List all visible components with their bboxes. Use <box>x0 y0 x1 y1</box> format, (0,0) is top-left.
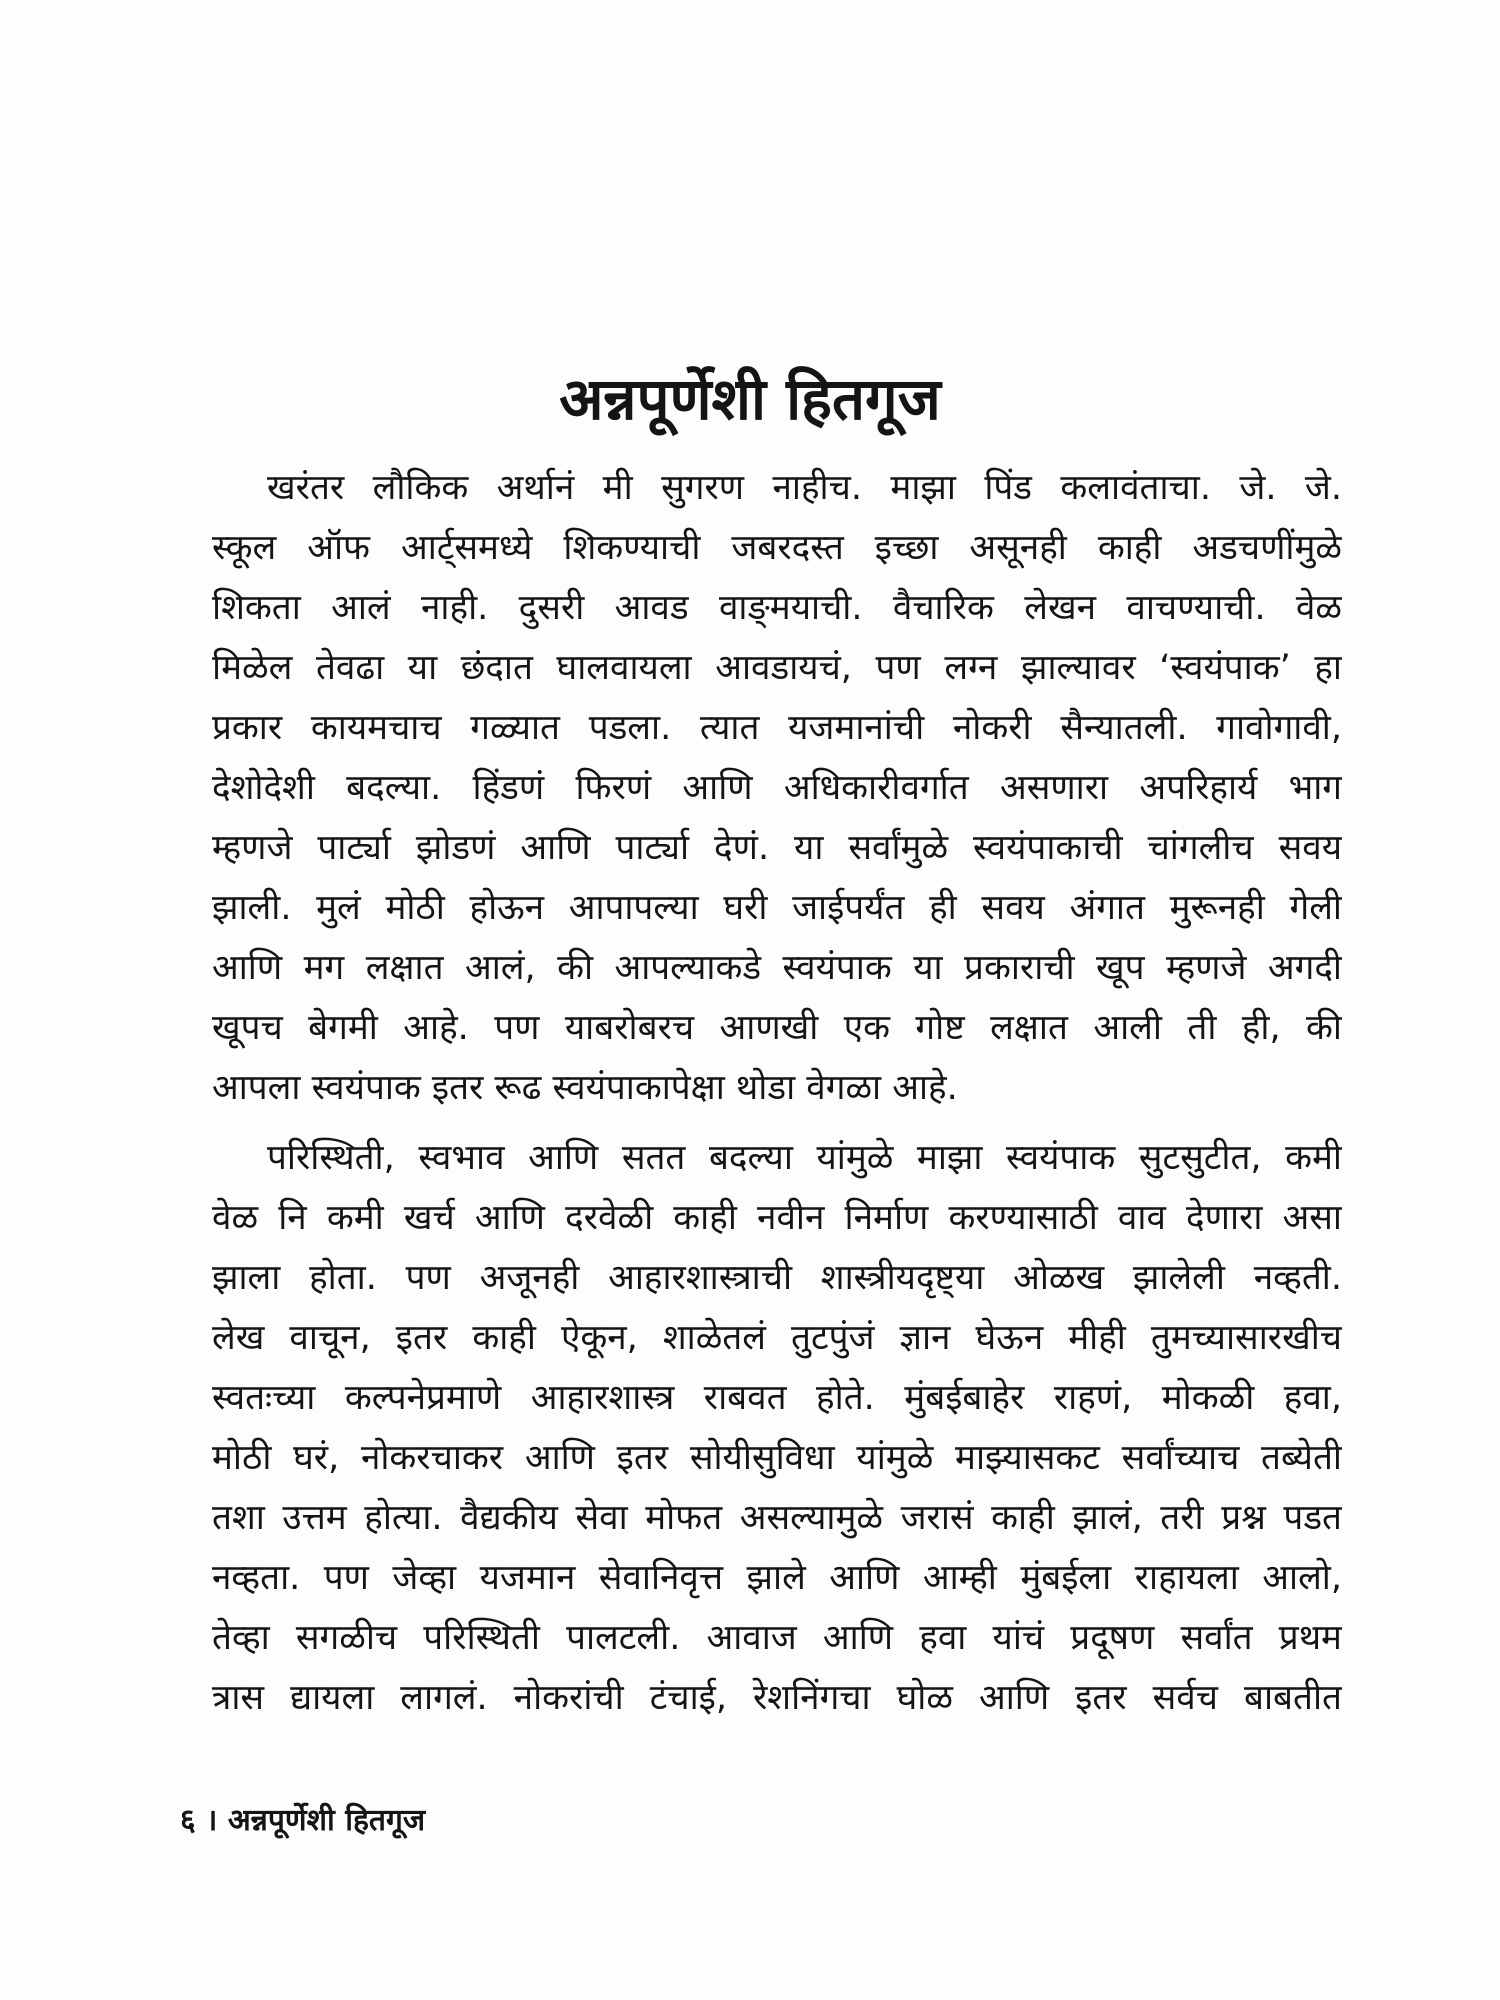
text-line: देशोदेशी बदल्या. हिंडणं फिरणं आणि अधिकारीवर्गात असणारा अपरिहार्य भाग <box>212 768 1342 808</box>
text-line: शिकता आलं नाही. दुसरी आवड वाङ्‌मयाची. वैचारिक लेखन वाचण्याची. वेळ <box>212 588 1342 628</box>
paragraph-2 <box>212 1128 1342 1728</box>
text-line: आपला स्वयंपाक इतर रूढ स्वयंपाकापेक्षा थोडा वेगळा आहे. <box>212 1068 958 1108</box>
paragraph-1 <box>212 458 1342 1118</box>
text-line: तेव्हा सगळीच परिस्थिती पालटली. आवाज आणि हवा यांचं प्रदूषण सर्वांत प्रथम <box>212 1618 1342 1658</box>
text-line: त्रास द्यायला लागलं. नोकरांची टंचाई, रेशनिंगचा घोळ आणि इतर सर्वच बाबतीत <box>212 1678 1342 1718</box>
text-line: खूपच बेगमी आहे. पण याबरोबरच आणखी एक गोष्ट लक्षात आली ती ही, की <box>212 1008 1342 1048</box>
chapter-title: अन्नपूर्णेशी हितगूज <box>559 364 941 433</box>
page-footer: ६ । अन्नपूर्णेशी हितगूज <box>180 1803 426 1838</box>
text-line: झाला होता. पण अजूनही आहारशास्त्राची शास्त्रीयदृष्ट्या ओळख झालेली नव्हती. <box>212 1258 1342 1298</box>
text-line: परिस्थिती, स्वभाव आणि सतत बदल्या यांमुळे माझा स्वयंपाक सुटसुटीत, कमी <box>267 1138 1342 1178</box>
text-line: तशा उत्तम होत्या. वैद्यकीय सेवा मोफत असल्यामुळे जरासं काही झालं, तरी प्रश्न पडत <box>212 1498 1342 1538</box>
text-line: म्हणजे पार्ट्या झोडणं आणि पार्ट्या देणं. या सर्वांमुळे स्वयंपाकाची चांगलीच सवय <box>212 828 1342 868</box>
chapter-body <box>212 458 1342 1728</box>
text-line: आणि मग लक्षात आलं, की आपल्याकडे स्वयंपाक या प्रकाराची खूप म्हणजे अगदी <box>212 948 1342 988</box>
text-line: लेख वाचून, इतर काही ऐकून, शाळेतलं तुटपुंजं ज्ञान घेऊन मीही तुमच्यासारखीच <box>212 1318 1342 1358</box>
text-line: मिळेल तेवढा या छंदात घालवायला आवडायचं, पण लग्न झाल्यावर ‘स्वयंपाक’ हा <box>212 648 1342 688</box>
text-line: झाली. मुलं मोठी होऊन आपापल्या घरी जाईपर्यंत ही सवय अंगात मुरूनही गेली <box>212 888 1342 928</box>
text-line: मोठी घरं, नोकरचाकर आणि इतर सोयीसुविधा यांमुळे माझ्यासकट सर्वांच्याच तब्येती <box>212 1438 1342 1478</box>
text-line: नव्हता. पण जेव्हा यजमान सेवानिवृत्त झाले आणि आम्ही मुंबईला राहायला आलो, <box>212 1558 1342 1598</box>
text-line: खरंतर लौकिक अर्थानं मी सुगरण नाहीच. माझा पिंड कलावंताचा. जे. जे. <box>267 468 1342 508</box>
text-line: प्रकार कायमचाच गळ्यात पडला. त्यात यजमानांची नोकरी सैन्यातली. गावोगावी, <box>212 708 1342 748</box>
text-line: स्वतःच्या कल्पनेप्रमाणे आहारशास्त्र राबवत होते. मुंबईबाहेर राहणं, मोकळी हवा, <box>212 1378 1342 1418</box>
text-line: स्कूल ऑफ आर्ट्‌समध्ये शिकण्याची जबरदस्त इच्छा असूनही काही अडचणींमुळे <box>212 528 1342 568</box>
text-line: वेळ नि कमी खर्च आणि दरवेळी काही नवीन निर्माण करण्यासाठी वाव देणारा असा <box>212 1198 1342 1238</box>
